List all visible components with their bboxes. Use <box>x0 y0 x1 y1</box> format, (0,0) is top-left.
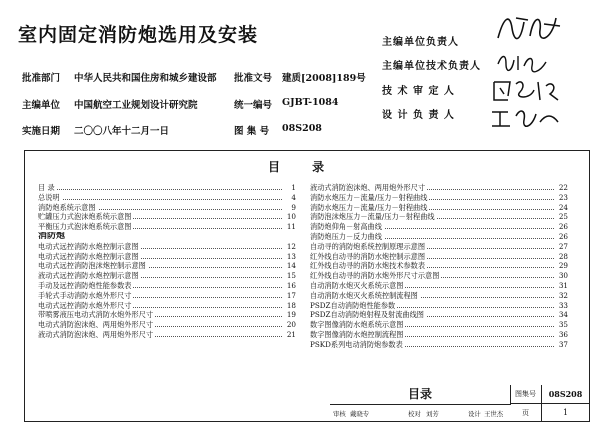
meta-label: 批准部门 <box>22 73 61 84</box>
meta-label: 批准文号 <box>234 73 273 84</box>
meta-value: GJBT-1084 <box>282 97 339 108</box>
approval-name: 戴晓专 <box>350 410 370 418</box>
contents-entry <box>310 183 568 193</box>
contents-entry <box>310 291 568 301</box>
entry-title: 红外线自动寻的消防水炮技术参数表 <box>310 261 426 271</box>
entry-page: 27 <box>556 242 568 252</box>
entry-title: 液动式消防泡沫炮、两用炮外形尺寸 <box>310 183 426 192</box>
entry-title: 数字图像消防水炮系统示意图 <box>310 320 404 330</box>
contents-entry <box>310 232 568 242</box>
entry-page: 19 <box>284 310 296 320</box>
contents-entry <box>310 340 568 350</box>
entry-title: 贮罐压力式泡沫炮系统示意图 <box>38 212 132 222</box>
approval-strip <box>330 404 510 422</box>
atlas-number: 08S208 <box>542 385 590 404</box>
contents-entry <box>38 242 296 252</box>
entry-page: 30 <box>556 271 568 281</box>
responsible-label: 设 计 负 责 人 <box>382 110 455 121</box>
responsible-label: 技 术 审 定 人 <box>382 86 455 97</box>
entry-page: 34 <box>556 310 568 320</box>
contents-entry <box>38 222 296 232</box>
entry-page: 28 <box>556 252 568 262</box>
entry-title: 液动式远控消防水炮控制示意图 <box>38 271 139 281</box>
contents-entry <box>310 310 568 320</box>
meta-value: 08S208 <box>282 123 322 134</box>
meta-label: 主编单位 <box>22 100 61 111</box>
entry-page: 9 <box>284 203 296 213</box>
contents-entry <box>310 252 568 262</box>
contents-entry <box>38 252 296 262</box>
atlas-number-label: 图集号 <box>510 385 542 404</box>
entry-title: 消防泡沫炮压力－流量/压力－射程曲线 <box>310 212 435 222</box>
entry-title: 红外线自动寻的消防水炮外形尺寸示意图 <box>310 271 440 281</box>
entry-title: 目 录 <box>38 183 55 192</box>
contents-entry <box>310 301 568 311</box>
entry-page: 33 <box>556 301 568 311</box>
entry-page: 22 <box>556 183 568 193</box>
contents-column-right <box>310 183 568 350</box>
entry-page: 4 <box>284 193 296 203</box>
meta-value: 建质[2008]189号 <box>282 73 366 84</box>
entry-page: 1 <box>284 183 296 193</box>
entry-page: 25 <box>556 212 568 222</box>
entry-page: 29 <box>556 261 568 271</box>
entry-page: 20 <box>284 320 296 330</box>
contents-entry <box>310 261 568 271</box>
entry-title: 电动式远控消防泡沫炮控制示意图 <box>38 261 146 271</box>
entry-title: 液动式消防泡沫炮、两用炮外形尺寸 <box>38 329 154 339</box>
entry-page: 16 <box>284 281 296 291</box>
entry-page: 24 <box>556 203 568 213</box>
entry-title: 电动式远控消防水炮控制示意图 <box>38 251 139 261</box>
entry-title: 手动及远控消防炮性能参数表 <box>38 280 132 290</box>
contents-column-left <box>38 183 296 340</box>
approval-label: 审核 <box>333 410 346 418</box>
approval-label: 设计 <box>468 410 481 418</box>
contents-entry <box>38 320 296 330</box>
entry-title: 消防水炮压力－流量/压力－射程曲线 <box>310 192 428 202</box>
contents-entry <box>310 193 568 203</box>
contents-entry <box>310 203 568 213</box>
dot-leader <box>38 199 282 200</box>
entry-page: 17 <box>284 291 296 301</box>
entry-title: 自动消防水炮灭火系统控制流程图 <box>310 290 418 300</box>
contents-entry <box>310 222 568 232</box>
title-block-name: 目录 <box>330 385 511 405</box>
entry-title: 消防炮压力－反力曲线 <box>310 231 382 241</box>
entry-title: 消防炮仰角－射高曲线 <box>310 222 382 232</box>
approval-label: 校对 <box>408 410 421 418</box>
entry-title: 平衡压力式泡沫炮系统示意图 <box>38 222 132 232</box>
entry-page: 32 <box>556 291 568 301</box>
contents-entry <box>38 193 296 203</box>
contents-title: 目 录 <box>268 160 339 174</box>
entry-title: 手轮式手动消防水炮外形尺寸 <box>38 290 132 300</box>
contents-entry <box>38 212 296 222</box>
contents-entry <box>38 203 296 213</box>
entry-title: 电动式远控消防水炮控制示意图 <box>38 241 139 251</box>
responsible-label: 主编单位技术负责人 <box>382 61 481 72</box>
approval-name: 刘芳 <box>426 410 439 418</box>
entry-title: 红外线自动寻的消防水炮控制示意图 <box>310 251 426 261</box>
entry-title: PSDZ自动消防炮射程及射流曲线图 <box>310 310 424 320</box>
page-number: 1 <box>542 404 590 422</box>
entry-title: 自动消防水炮灭火系统示意图 <box>310 280 404 290</box>
signature-image <box>488 104 562 130</box>
entry-title: 电动式远控消防水炮外形尺寸 <box>38 300 132 310</box>
contents-section-heading <box>38 232 296 242</box>
entry-title: 消防炮系统示意图 <box>38 202 96 212</box>
entry-title: 消防水炮压力－流量/压力－射程曲线 <box>310 202 428 212</box>
contents-entry <box>38 330 296 340</box>
entry-title: 带喷雾液压电动式消防水炮外形尺寸 <box>38 310 154 320</box>
entry-page: 36 <box>556 330 568 340</box>
page-label: 页 <box>510 404 542 422</box>
entry-page: 26 <box>556 232 568 242</box>
contents-entry <box>310 242 568 252</box>
meta-value: 中国航空工业规划设计研究院 <box>74 100 198 111</box>
entry-title: 自动寻的消防炮系统控制原理示意图 <box>310 241 426 251</box>
contents-entry <box>38 310 296 320</box>
entry-title: 电动式消防泡沫炮、两用炮外形尺寸 <box>38 320 154 330</box>
document-title: 室内固定消防炮选用及安装 <box>18 24 259 46</box>
entry-title: 消防炮 <box>38 231 66 241</box>
contents-entry <box>38 291 296 301</box>
entry-page: 21 <box>284 330 296 340</box>
contents-entry <box>38 271 296 281</box>
entry-page: 23 <box>556 193 568 203</box>
contents-entry <box>310 212 568 222</box>
signature-image <box>494 50 554 74</box>
entry-title: PSDZ自动消防炮性能参数 <box>310 300 396 310</box>
entry-page: 37 <box>556 340 568 350</box>
entry-page: 15 <box>284 271 296 281</box>
entry-page: 14 <box>284 261 296 271</box>
meta-label: 实施日期 <box>22 126 61 137</box>
contents-entry <box>310 320 568 330</box>
entry-page: 31 <box>556 281 568 291</box>
meta-label: 统一编号 <box>234 100 273 111</box>
meta-value: 二〇〇八年十二月一日 <box>74 126 170 137</box>
meta-value: 中华人民共和国住房和城乡建设部 <box>74 73 217 84</box>
meta-label: 图 集 号 <box>234 126 270 137</box>
entry-title: PSKD系列电动消防炮参数表 <box>310 339 403 349</box>
entry-page: 12 <box>284 242 296 252</box>
contents-entry <box>38 261 296 271</box>
approval-name: 王世杰 <box>484 410 504 418</box>
responsible-label: 主编单位负责人 <box>382 37 459 48</box>
entry-page: 10 <box>284 212 296 222</box>
contents-entry <box>38 281 296 291</box>
entry-page: 26 <box>556 222 568 232</box>
signature-image <box>494 10 564 46</box>
contents-entry <box>310 281 568 291</box>
contents-entry <box>310 271 568 281</box>
entry-page: 11 <box>284 222 296 232</box>
dot-leader <box>38 189 282 190</box>
entry-page: 35 <box>556 320 568 330</box>
entry-page: 13 <box>284 252 296 262</box>
entry-page: 18 <box>284 301 296 311</box>
contents-entry <box>38 301 296 311</box>
contents-entry <box>38 183 296 193</box>
entry-title: 数字图像消防水炮控制流程图 <box>310 329 404 339</box>
entry-title: 总说明 <box>38 192 60 202</box>
contents-entry <box>310 330 568 340</box>
signature-image <box>490 76 562 104</box>
